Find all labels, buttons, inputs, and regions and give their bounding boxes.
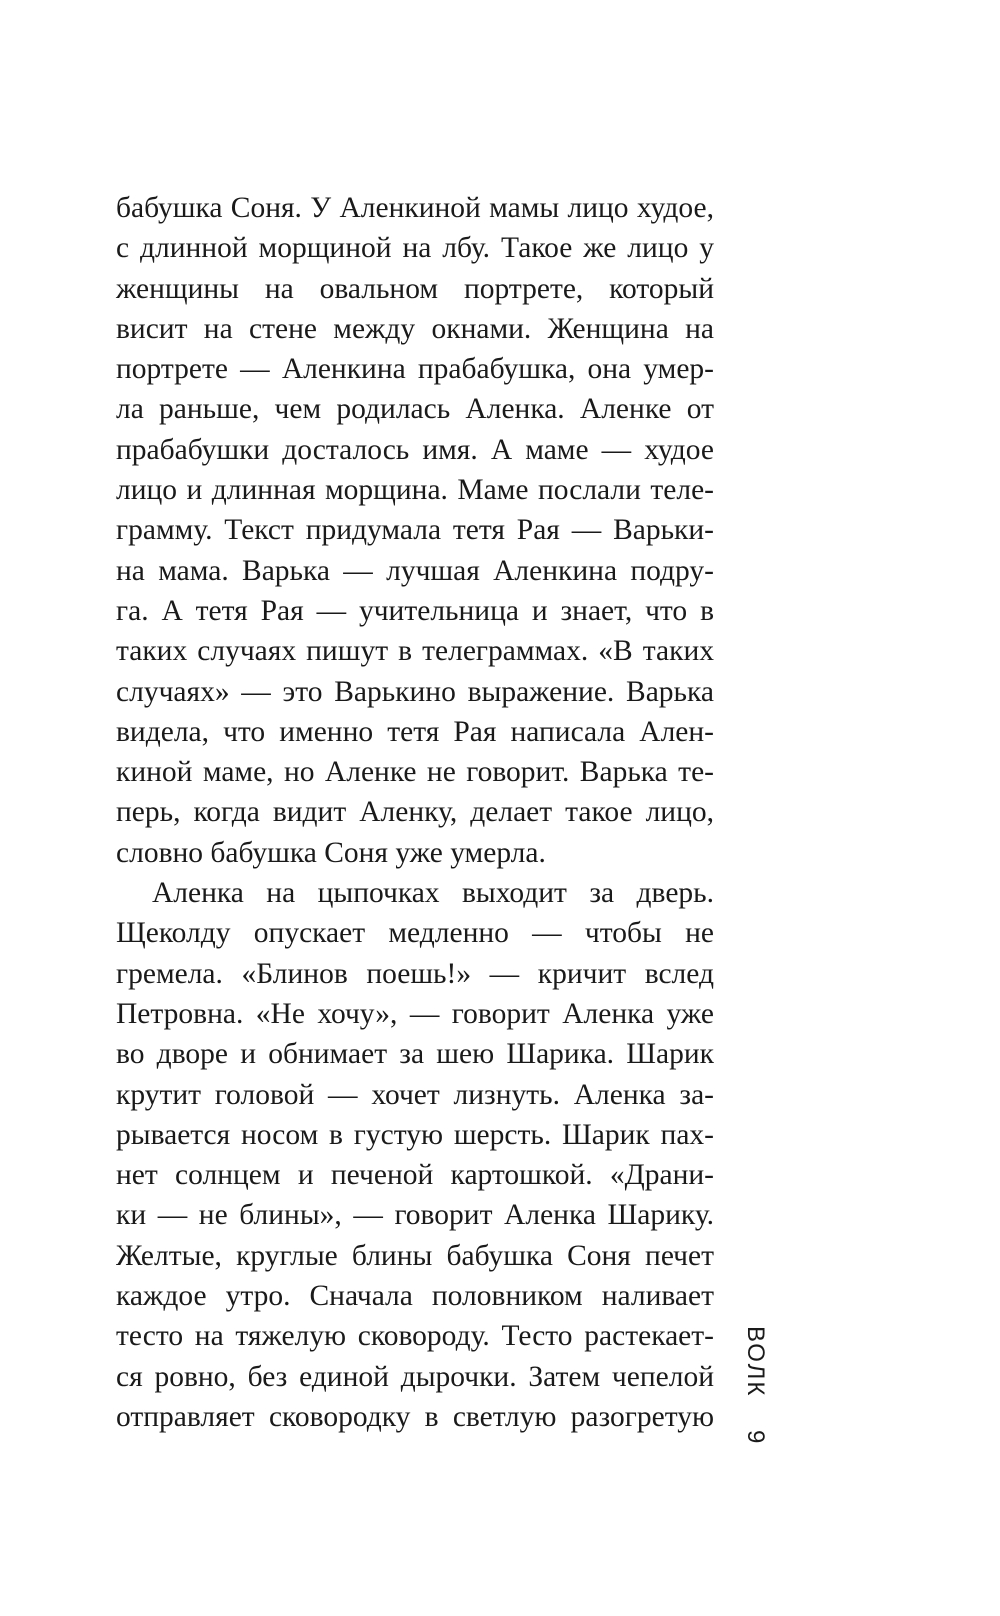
text-line: ла раньше, чем родилась Аленка. Аленке от <box>116 393 714 426</box>
text-line: бабушка Соня. У Аленкиной мамы лицо худое, <box>116 192 714 224</box>
text-line: рывается носом в густую шерсть. Шарик пах- <box>116 1118 714 1151</box>
text-line: крутит головой — хочет лизнуть. Аленка за- <box>116 1078 714 1111</box>
text-line: киной маме, но Аленке не говорит. Варька те- <box>116 756 714 789</box>
text-line: Щеколду опускает медленно — чтобы не <box>116 917 714 950</box>
text-line: отправляет сковородку в светлую разогретую <box>116 1400 714 1433</box>
text-line: во дворе и обнимает за шею Шарика. Шарик <box>116 1038 714 1071</box>
text-line: гремела. «Блинов поешь!» — кричит вслед <box>116 957 714 990</box>
text-line: перь, когда видит Аленку, делает такое лицо, <box>116 796 714 829</box>
text-line: с длинной морщиной на лбу. Такое же лицо у <box>116 232 714 265</box>
text-line: таких случаях пишут в телеграммах. «В таких <box>116 635 714 668</box>
text-line: висит на стене между окнами. Женщина на <box>116 312 714 345</box>
text-line: случаях» — это Варькино выражение. Варька <box>116 675 714 708</box>
paragraph-1 <box>116 188 714 873</box>
text-line: Желтые, круглые блины бабушка Соня печет <box>116 1239 714 1272</box>
text-line: Аленка на цыпочках выходит за дверь. <box>152 877 714 910</box>
text-line: грамму. Текст придумала тетя Рая — Варьки- <box>116 514 714 547</box>
text-line: ки — не блины», — говорит Аленка Шарику. <box>116 1199 714 1232</box>
page-number: 9 <box>742 1430 769 1444</box>
text-line: видела, что именно тетя Рая написала Ален- <box>116 715 714 748</box>
text-line: га. А тетя Рая — учительница и знает, что в <box>116 594 714 627</box>
body-text <box>116 188 714 1437</box>
text-line: Петровна. «Не хочу», — говорит Аленка уже <box>116 997 714 1030</box>
text-line: тесто на тяжелую сковороду. Тесто растекает- <box>116 1320 714 1353</box>
text-line: ся ровно, без единой дырочки. Затем чепелой <box>116 1360 714 1393</box>
text-line: лицо и длинная морщина. Маме послали теле- <box>116 474 714 507</box>
text-line: словно бабушка Соня уже умерла. <box>116 836 546 869</box>
text-line: нет солнцем и печеной картошкой. «Драни- <box>116 1159 714 1192</box>
text-line: портрете — Аленкина прабабушка, она умер- <box>116 353 714 386</box>
running-title: ВОЛК <box>742 1326 769 1398</box>
text-line: каждое утро. Сначала половником наливает <box>116 1280 714 1313</box>
text-line: прабабушки досталось имя. А маме — худое <box>116 433 714 466</box>
text-line: на мама. Варька — лучшая Аленкина подру- <box>116 554 714 587</box>
paragraph-2 <box>116 873 714 1437</box>
text-line: женщины на овальном портрете, который <box>116 272 714 305</box>
